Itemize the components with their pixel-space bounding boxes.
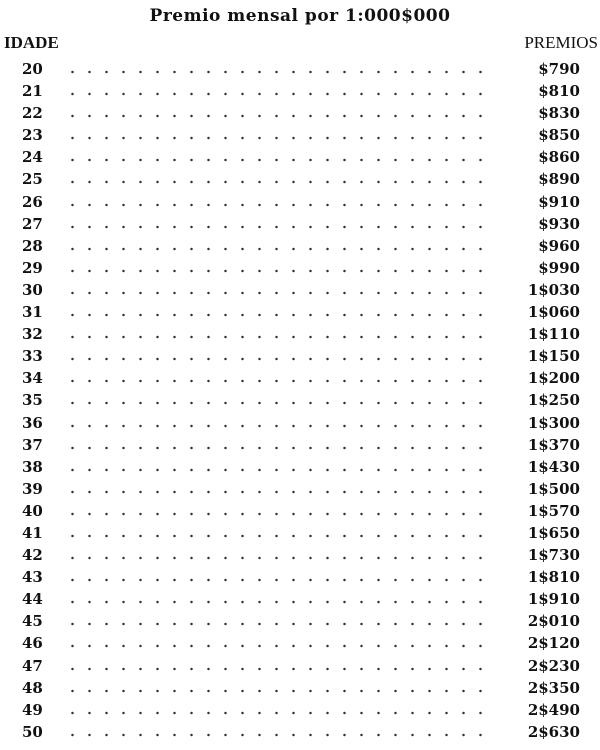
prize-cell: 1$200 — [527, 369, 580, 388]
table-row — [0, 436, 600, 458]
dot-leader — [64, 468, 494, 472]
dot-leader — [64, 578, 494, 582]
age-cell: 41 — [22, 523, 43, 542]
dot-leader — [64, 644, 494, 648]
dot-leader — [64, 733, 494, 737]
table-row — [0, 148, 600, 170]
prize-cell: $810 — [538, 82, 580, 101]
table-row — [0, 60, 600, 82]
column-header-premios: PREMIOS — [524, 33, 598, 52]
table-row — [0, 369, 600, 391]
age-cell: 32 — [22, 325, 43, 344]
age-cell: 50 — [22, 722, 43, 741]
prize-cell: 1$430 — [527, 457, 580, 476]
prize-cell: 2$120 — [527, 634, 580, 653]
table-row — [0, 259, 600, 281]
premium-table — [0, 60, 600, 745]
age-cell: 49 — [22, 700, 43, 719]
age-cell: 38 — [22, 457, 43, 476]
age-cell: 25 — [22, 170, 43, 189]
age-cell: 39 — [22, 479, 43, 498]
prize-cell: 1$650 — [527, 523, 580, 542]
dot-leader — [64, 556, 494, 560]
age-cell: 36 — [22, 413, 43, 432]
table-row — [0, 612, 600, 634]
prize-cell: 1$150 — [527, 347, 580, 366]
prize-cell: 2$350 — [527, 678, 580, 697]
dot-leader — [64, 136, 494, 140]
table-row — [0, 701, 600, 723]
dot-leader — [64, 689, 494, 693]
prize-cell: 1$570 — [527, 501, 580, 520]
prize-cell: 1$810 — [527, 568, 580, 587]
age-cell: 43 — [22, 568, 43, 587]
prize-cell: 1$030 — [527, 280, 580, 299]
prize-cell: 1$250 — [527, 391, 580, 410]
dot-leader — [64, 203, 494, 207]
dot-leader — [64, 534, 494, 538]
age-cell: 35 — [22, 391, 43, 410]
dot-leader — [64, 335, 494, 339]
dot-leader — [64, 600, 494, 604]
age-cell: 33 — [22, 347, 43, 366]
age-cell: 21 — [22, 82, 43, 101]
dot-leader — [64, 357, 494, 361]
age-cell: 46 — [22, 634, 43, 653]
table-row — [0, 657, 600, 679]
table-row — [0, 215, 600, 237]
table-row — [0, 170, 600, 192]
prize-cell: 1$910 — [527, 590, 580, 609]
prize-cell: $890 — [538, 170, 580, 189]
age-cell: 26 — [22, 192, 43, 211]
prize-cell: 1$730 — [527, 546, 580, 565]
dot-leader — [64, 313, 494, 317]
dot-leader — [64, 247, 494, 251]
table-row — [0, 502, 600, 524]
table-row — [0, 391, 600, 413]
prize-cell: 1$300 — [527, 413, 580, 432]
prize-cell: $930 — [538, 214, 580, 233]
prize-cell: 2$630 — [527, 722, 580, 741]
table-row — [0, 524, 600, 546]
table-row — [0, 568, 600, 590]
prize-cell: 1$500 — [527, 479, 580, 498]
dot-leader — [64, 512, 494, 516]
table-row — [0, 82, 600, 104]
table-row — [0, 325, 600, 347]
age-cell: 40 — [22, 501, 43, 520]
age-cell: 20 — [22, 60, 43, 78]
table-row — [0, 458, 600, 480]
prize-cell: $860 — [538, 148, 580, 167]
table-row — [0, 414, 600, 436]
prize-cell: $960 — [538, 236, 580, 255]
age-cell: 42 — [22, 546, 43, 565]
dot-leader — [64, 291, 494, 295]
dot-leader — [64, 114, 494, 118]
page-title: Premio mensal por 1:000$000 — [149, 6, 451, 26]
dot-leader — [64, 446, 494, 450]
column-header-idade: IDADE — [4, 33, 59, 52]
age-cell: 29 — [22, 258, 43, 277]
age-cell: 24 — [22, 148, 43, 167]
table-row — [0, 303, 600, 325]
table-row — [0, 281, 600, 303]
prize-cell: 2$010 — [527, 612, 580, 631]
dot-leader — [64, 92, 494, 96]
dot-leader — [64, 401, 494, 405]
age-cell: 27 — [22, 214, 43, 233]
table-row — [0, 104, 600, 126]
dot-leader — [64, 225, 494, 229]
table-row — [0, 480, 600, 502]
prize-cell: $990 — [538, 258, 580, 277]
age-cell: 48 — [22, 678, 43, 697]
dot-leader — [64, 269, 494, 273]
prize-cell: $790 — [538, 60, 580, 78]
table-row — [0, 634, 600, 656]
dot-leader — [64, 424, 494, 428]
prize-cell: 2$490 — [527, 700, 580, 719]
age-cell: 45 — [22, 612, 43, 631]
table-row — [0, 237, 600, 259]
age-cell: 34 — [22, 369, 43, 388]
age-cell: 37 — [22, 435, 43, 454]
table-row — [0, 347, 600, 369]
table-row — [0, 723, 600, 745]
age-cell: 30 — [22, 280, 43, 299]
age-cell: 23 — [22, 126, 43, 145]
age-cell: 22 — [22, 104, 43, 123]
prize-cell: 2$230 — [527, 656, 580, 675]
prize-cell: 1$060 — [527, 303, 580, 322]
prize-cell: 1$110 — [527, 325, 580, 344]
age-cell: 31 — [22, 303, 43, 322]
table-row — [0, 679, 600, 701]
prize-cell: 1$370 — [527, 435, 580, 454]
age-cell: 28 — [22, 236, 43, 255]
table-row — [0, 590, 600, 612]
table-row — [0, 546, 600, 568]
prize-cell: $850 — [538, 126, 580, 145]
prize-cell: $830 — [538, 104, 580, 123]
age-cell: 44 — [22, 590, 43, 609]
table-row — [0, 193, 600, 215]
prize-cell: $910 — [538, 192, 580, 211]
dot-leader — [64, 711, 494, 715]
table-row — [0, 126, 600, 148]
dot-leader — [64, 180, 494, 184]
dot-leader — [64, 379, 494, 383]
dot-leader — [64, 667, 494, 671]
dot-leader — [64, 70, 494, 74]
age-cell: 47 — [22, 656, 43, 675]
dot-leader — [64, 490, 494, 494]
dot-leader — [64, 622, 494, 626]
dot-leader — [64, 158, 494, 162]
